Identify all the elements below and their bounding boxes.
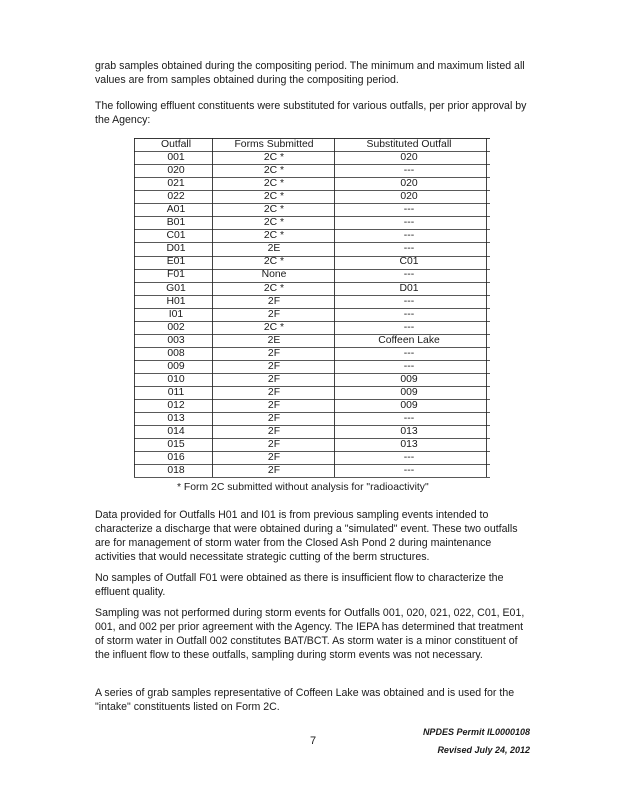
table-row xyxy=(134,438,492,451)
cell-outfall: 008 xyxy=(167,347,185,359)
outfall-substitution-table xyxy=(134,138,492,477)
cell-forms-submitted: 2F xyxy=(267,426,281,438)
cell-substituted-outfall: --- xyxy=(403,243,415,255)
table-row xyxy=(134,268,492,281)
cell-outfall: 016 xyxy=(167,452,185,464)
table-rule xyxy=(134,282,490,283)
cell-outfall: 001 xyxy=(167,152,185,164)
cell-substituted-outfall: --- xyxy=(403,465,415,477)
table-rule xyxy=(134,308,490,309)
cell-substituted-outfall: --- xyxy=(403,165,415,177)
cell-forms-submitted: 2F xyxy=(267,465,281,477)
cell-outfall: 021 xyxy=(167,178,185,190)
table-row xyxy=(134,451,492,464)
cell-outfall: 020 xyxy=(167,165,185,177)
table-rule xyxy=(134,295,490,296)
paragraph-substitution-intro: The following effluent constituents were substituted for various outfalls, per prior approval by the Agency: xyxy=(95,100,527,126)
paragraph-f01: No samples of Outfall F01 were obtained as there is insufficient flow to characterize the effluent quality. xyxy=(95,572,504,598)
table-row xyxy=(134,242,492,255)
cell-substituted-outfall: --- xyxy=(403,347,415,359)
table-rule xyxy=(134,373,490,374)
cell-forms-submitted: 2F xyxy=(267,360,281,372)
table-rule xyxy=(486,138,487,477)
cell-outfall: 015 xyxy=(167,439,185,451)
table-row xyxy=(134,360,492,373)
table-rule xyxy=(134,321,490,322)
table-row xyxy=(134,399,492,412)
cell-substituted-outfall: --- xyxy=(403,217,415,229)
cell-outfall: 022 xyxy=(167,191,185,203)
table-rule xyxy=(134,151,490,152)
table-row xyxy=(134,295,492,308)
table-header-row xyxy=(134,138,492,151)
cell-outfall: F01 xyxy=(167,269,185,281)
cell-substituted-outfall: 020 xyxy=(400,191,418,203)
table-row xyxy=(134,255,492,268)
cell-substituted-outfall: --- xyxy=(403,412,415,424)
cell-forms-submitted: 2F xyxy=(267,412,281,424)
table-rule xyxy=(134,477,490,478)
cell-outfall: A01 xyxy=(166,204,186,216)
table-row xyxy=(134,190,492,203)
table-rule xyxy=(134,464,490,465)
table-footnote: * Form 2C submitted without analysis for "radioactivity" xyxy=(177,482,429,493)
cell-outfall: 009 xyxy=(167,360,185,372)
cell-forms-submitted: 2C * xyxy=(263,165,285,177)
cell-outfall: 014 xyxy=(167,426,185,438)
cell-forms-submitted: None xyxy=(261,269,287,281)
cell-substituted-outfall: --- xyxy=(403,360,415,372)
cell-outfall: 018 xyxy=(167,465,185,477)
table-row xyxy=(134,177,492,190)
page-number: 7 xyxy=(310,735,317,747)
cell-forms-submitted: 2C * xyxy=(263,321,285,333)
paragraph-storm-sampling: Sampling was not performed during storm events for Outfalls 001, 020, 021, 022, C01, E01, 001, and 002 per prior agreement with the Agency. The IEPA has determined that treatment of storm water in Outfall 002 constitutes BAT/BCT. As storm water is a minor constituent of the influent flow to these outfalls, sampling during storm events was not necessary. xyxy=(95,607,525,661)
table-row xyxy=(134,216,492,229)
table-rule xyxy=(134,334,490,335)
cell-outfall: B01 xyxy=(166,217,186,229)
paragraph-h01-i01: Data provided for Outfalls H01 and I01 is from previous sampling events intended to characterize a discharge that were obtained during a "simulated" event. These two outfalls are for management of storm water from the Closed Ash Pond 2 during maintenance activities that would necessitate strategic cutting of the berm structures. xyxy=(95,509,518,563)
table-row xyxy=(134,151,492,164)
cell-outfall: 013 xyxy=(167,412,185,424)
table-row xyxy=(134,373,492,386)
cell-outfall: 003 xyxy=(167,334,185,346)
cell-substituted-outfall: C01 xyxy=(399,256,419,268)
table-rule xyxy=(134,138,135,477)
table-rule xyxy=(134,347,490,348)
table-row xyxy=(134,347,492,360)
table-rule xyxy=(134,425,490,426)
table-rule xyxy=(134,412,490,413)
table-rule xyxy=(134,164,490,165)
table-rule xyxy=(134,216,490,217)
cell-outfall: 011 xyxy=(167,386,185,398)
cell-substituted-outfall: Coffeen Lake xyxy=(378,334,440,346)
header-forms-submitted: Forms Submitted xyxy=(234,139,314,150)
cell-outfall: 010 xyxy=(167,373,185,385)
table-body xyxy=(134,151,492,477)
cell-outfall: D01 xyxy=(166,243,186,255)
paragraph-coffeen-lake: A series of grab samples representative of Coffeen Lake was obtained and is used for the "intake" constituents listed on Form 2C. xyxy=(95,687,515,713)
cell-substituted-outfall: --- xyxy=(403,269,415,281)
cell-forms-submitted: 2F xyxy=(267,439,281,451)
table-rule xyxy=(134,438,490,439)
cell-forms-submitted: 2F xyxy=(267,373,281,385)
cell-substituted-outfall: --- xyxy=(403,321,415,333)
cell-forms-submitted: 2C * xyxy=(263,282,285,294)
table-rule xyxy=(134,203,490,204)
table-rule xyxy=(134,386,490,387)
cell-outfall: 002 xyxy=(167,321,185,333)
cell-outfall: G01 xyxy=(166,282,186,294)
table-rule xyxy=(212,138,213,477)
header-substituted-outfall: Substituted Outfall xyxy=(366,139,452,150)
cell-substituted-outfall: 009 xyxy=(400,373,418,385)
cell-forms-submitted: 2C * xyxy=(263,152,285,164)
table-row xyxy=(134,425,492,438)
table-rule xyxy=(134,190,490,191)
cell-forms-submitted: 2F xyxy=(267,386,281,398)
cell-forms-submitted: 2F xyxy=(267,308,281,320)
table-row xyxy=(134,282,492,295)
cell-outfall: 012 xyxy=(167,399,185,411)
cell-forms-submitted: 2C * xyxy=(263,178,285,190)
table-row xyxy=(134,229,492,242)
cell-substituted-outfall: D01 xyxy=(399,282,419,294)
paragraph-composite-samples: grab samples obtained during the compositing period. The minimum and maximum listed all values are from samples obtained during the compositing period. xyxy=(95,60,525,86)
table-rule xyxy=(134,269,490,270)
cell-forms-submitted: 2C * xyxy=(263,204,285,216)
footer-permit-number: NPDES Permit IL0000108 xyxy=(422,727,530,737)
cell-forms-submitted: 2F xyxy=(267,452,281,464)
cell-substituted-outfall: --- xyxy=(403,308,415,320)
table-row xyxy=(134,386,492,399)
table-rule xyxy=(334,138,335,477)
cell-substituted-outfall: 013 xyxy=(400,426,418,438)
cell-outfall: H01 xyxy=(166,295,186,307)
table-rule xyxy=(134,242,490,243)
cell-substituted-outfall: 013 xyxy=(400,439,418,451)
table-row xyxy=(134,321,492,334)
table-row xyxy=(134,412,492,425)
cell-outfall: E01 xyxy=(166,256,186,268)
table-rule xyxy=(134,229,490,230)
table-rule xyxy=(134,360,490,361)
cell-substituted-outfall: 020 xyxy=(400,152,418,164)
cell-forms-submitted: 2C * xyxy=(263,230,285,242)
cell-forms-submitted: 2C * xyxy=(263,217,285,229)
table-row xyxy=(134,203,492,216)
cell-forms-submitted: 2F xyxy=(267,399,281,411)
cell-substituted-outfall: 009 xyxy=(400,399,418,411)
table-rule xyxy=(134,399,490,400)
cell-substituted-outfall: 020 xyxy=(400,178,418,190)
cell-substituted-outfall: --- xyxy=(403,295,415,307)
table-row xyxy=(134,308,492,321)
cell-forms-submitted: 2C * xyxy=(263,256,285,268)
cell-forms-submitted: 2E xyxy=(267,243,281,255)
cell-substituted-outfall: --- xyxy=(403,452,415,464)
cell-outfall: I01 xyxy=(168,308,184,320)
table-rule xyxy=(134,451,490,452)
table-rule xyxy=(134,256,490,257)
cell-forms-submitted: 2F xyxy=(267,295,281,307)
cell-forms-submitted: 2F xyxy=(267,347,281,359)
cell-forms-submitted: 2E xyxy=(267,334,281,346)
header-outfall: Outfall xyxy=(160,139,192,150)
table-rule xyxy=(134,177,490,178)
cell-substituted-outfall: 009 xyxy=(400,386,418,398)
cell-forms-submitted: 2C * xyxy=(263,191,285,203)
table-row xyxy=(134,164,492,177)
table-row xyxy=(134,334,492,347)
table-row xyxy=(134,464,492,477)
table-rule xyxy=(134,138,490,139)
cell-substituted-outfall: --- xyxy=(403,204,415,216)
cell-substituted-outfall: --- xyxy=(403,230,415,242)
cell-outfall: C01 xyxy=(166,230,186,242)
footer-revised-date: Revised July 24, 2012 xyxy=(437,745,530,755)
